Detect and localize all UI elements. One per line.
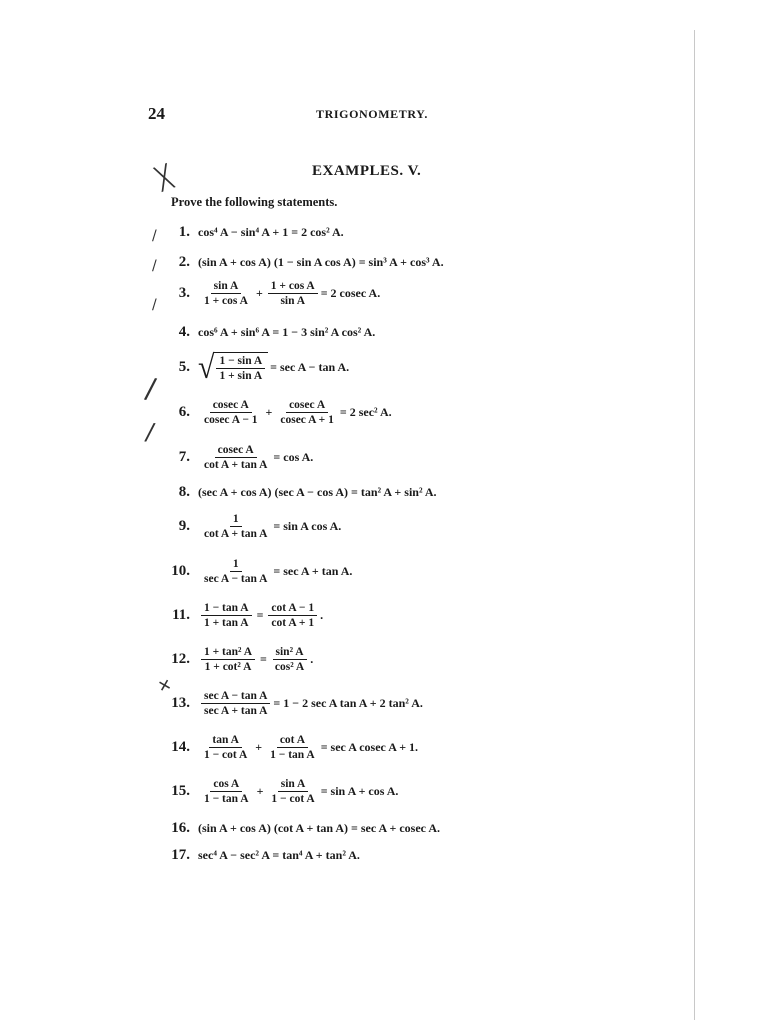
right-hand-side: = sec A + tan A.: [273, 564, 353, 578]
operator: +: [255, 286, 263, 300]
example-8: [150, 484, 650, 501]
fraction-numerator: cosec A: [286, 398, 328, 413]
fraction-denominator: 1 + cos A: [204, 295, 248, 307]
example-number: 3.: [178, 285, 190, 301]
example-number: 15.: [171, 783, 190, 799]
example-number: 11.: [172, 607, 190, 623]
fraction-numerator: cosec A: [215, 443, 257, 458]
example-number: 5.: [178, 359, 190, 375]
fraction-denominator: cot A + tan A: [204, 528, 268, 540]
pencil-cross-mark: ╳: [154, 164, 176, 193]
example-9: [150, 512, 650, 541]
example-number: 4.: [178, 324, 190, 340]
pencil-tick-mark: /: [143, 371, 159, 406]
running-title: TRIGONOMETRY.: [316, 107, 428, 121]
example-statement: [198, 443, 313, 472]
example-12: [150, 645, 650, 674]
operator: =: [256, 608, 264, 622]
example-statement: [198, 601, 323, 630]
fraction-numerator: cos A: [210, 777, 242, 792]
right-hand-side: = cos A.: [273, 450, 314, 464]
pencil-tick-mark: /: [143, 417, 157, 447]
page-number: 24: [148, 104, 165, 123]
example-number: 9.: [178, 518, 190, 534]
example-statement: [198, 733, 418, 762]
fraction-numerator: 1: [230, 557, 242, 572]
fraction: [201, 689, 270, 718]
operator: +: [256, 784, 264, 798]
example-number: 2.: [178, 254, 190, 270]
right-hand-side: = sec A − tan A.: [270, 360, 350, 374]
fraction-denominator: cos² A: [274, 661, 305, 673]
example-statement: cos⁴ A − sin⁴ A + 1 = 2 cos² A.: [198, 225, 344, 239]
square-root: [198, 348, 268, 386]
operator: =: [260, 652, 267, 666]
example-number: 17.: [171, 847, 190, 863]
fraction-denominator: cot A + 1: [271, 617, 315, 629]
example-16: [150, 820, 650, 837]
example-statement: [198, 398, 392, 427]
fraction-denominator: 1 − cot A: [204, 749, 248, 761]
example-number: 13.: [171, 695, 190, 711]
fraction: [201, 512, 270, 541]
example-13: [150, 689, 650, 718]
page-edge-line: [694, 30, 695, 1020]
example-3: [150, 279, 650, 308]
example-number: 6.: [178, 404, 190, 420]
right-hand-side: = sec A cosec A + 1.: [320, 740, 419, 754]
fraction: [272, 645, 307, 674]
fraction-denominator: 1 + sin A: [219, 370, 263, 382]
fraction-numerator: cot A: [277, 733, 308, 748]
fraction: [201, 645, 255, 674]
fraction: [201, 557, 270, 586]
fraction-numerator: 1 + cos A: [268, 279, 318, 294]
fraction-numerator: cot A − 1: [268, 601, 317, 616]
example-number: 14.: [171, 739, 190, 755]
example-statement: [198, 689, 423, 718]
fraction: [201, 398, 261, 427]
example-number: 7.: [178, 449, 190, 465]
right-hand-side: .: [320, 608, 324, 622]
fraction-denominator: 1 + cot² A: [204, 661, 252, 673]
right-hand-side: = 1 − 2 sec A tan A + 2 tan² A.: [273, 696, 423, 710]
example-number: 16.: [171, 820, 190, 836]
fraction: [268, 601, 317, 630]
fraction: [201, 279, 251, 308]
fraction: [277, 398, 337, 427]
fraction: [268, 279, 318, 308]
fraction-numerator: 1 − tan A: [201, 601, 252, 616]
right-hand-side: = sin A cos A.: [273, 519, 342, 533]
section-heading: EXAMPLES. V.: [312, 163, 422, 179]
example-2: [150, 254, 650, 271]
example-number: 12.: [171, 651, 190, 667]
fraction-numerator: sin A: [278, 777, 309, 792]
pencil-tick-mark: /: [152, 258, 157, 274]
pencil-tick-mark: /: [152, 228, 157, 244]
example-7: [150, 443, 650, 472]
fraction-denominator: sec A − tan A: [204, 573, 268, 585]
fraction-numerator: tan A: [209, 733, 242, 748]
example-14: [150, 733, 650, 762]
fraction-numerator: sin A: [211, 279, 242, 294]
example-statement: [198, 557, 352, 586]
example-15: [150, 777, 650, 806]
fraction-denominator: cosec A + 1: [280, 414, 334, 426]
fraction-numerator: sec A − tan A: [201, 689, 270, 704]
pencil-tick-mark: /: [152, 297, 157, 313]
example-statement: cos⁶ A + sin⁶ A = 1 − 3 sin² A cos² A.: [198, 325, 376, 339]
fraction-numerator: sin² A: [273, 645, 307, 660]
example-17: [150, 847, 650, 864]
fraction-denominator: 1 − tan A: [270, 749, 315, 761]
example-statement: [198, 777, 398, 806]
fraction-denominator: 1 − cot A: [271, 793, 315, 805]
running-head: [148, 104, 448, 128]
fraction: [201, 443, 270, 472]
fraction: [201, 733, 250, 762]
fraction-numerator: 1 + tan² A: [201, 645, 255, 660]
fraction-numerator: 1 − sin A: [216, 354, 265, 369]
example-statement: [198, 348, 350, 386]
fraction-denominator: cosec A − 1: [204, 414, 258, 426]
example-statement: (sin A + cos A) (cot A + tan A) = sec A + cosec A.: [198, 821, 441, 835]
radical-sign-icon: √: [198, 348, 215, 386]
example-statement: [198, 512, 341, 541]
right-hand-side: = 2 cosec A.: [320, 286, 381, 300]
example-6: [150, 398, 650, 427]
right-hand-side: = sin A + cos A.: [320, 784, 399, 798]
fraction: [201, 777, 252, 806]
example-number: 8.: [178, 484, 190, 500]
fraction-numerator: cosec A: [210, 398, 252, 413]
section-intro: Prove the following statements.: [171, 195, 338, 209]
example-1: [150, 224, 650, 241]
operator: +: [255, 740, 263, 754]
fraction-denominator: sin A: [280, 295, 306, 307]
fraction-denominator: cot A + tan A: [204, 459, 268, 471]
fraction-numerator: 1: [230, 512, 242, 527]
fraction: [201, 601, 252, 630]
example-5: [150, 348, 650, 386]
example-number: 10.: [171, 563, 190, 579]
fraction: [268, 777, 317, 806]
fraction: [216, 354, 265, 383]
pencil-cross-mark: ✕: [155, 674, 174, 697]
right-hand-side: .: [310, 652, 314, 666]
example-11: [150, 601, 650, 630]
fraction-denominator: 1 + tan A: [204, 617, 249, 629]
fraction: [267, 733, 318, 762]
example-statement: [198, 279, 380, 308]
example-10: [150, 557, 650, 586]
example-4: [150, 324, 650, 341]
fraction-denominator: 1 − tan A: [204, 793, 249, 805]
fraction-denominator: sec A + tan A: [204, 705, 268, 717]
example-statement: (sec A + cos A) (sec A − cos A) = tan² A + sin² A.: [198, 485, 437, 499]
example-statement: [198, 645, 313, 674]
right-hand-side: = 2 sec² A.: [339, 405, 392, 419]
example-statement: (sin A + cos A) (1 − sin A cos A) = sin³ A + cos³ A.: [198, 255, 444, 269]
example-number: 1.: [178, 224, 190, 240]
example-statement: sec⁴ A − sec² A = tan⁴ A + tan² A.: [198, 848, 360, 862]
operator: +: [265, 405, 273, 419]
